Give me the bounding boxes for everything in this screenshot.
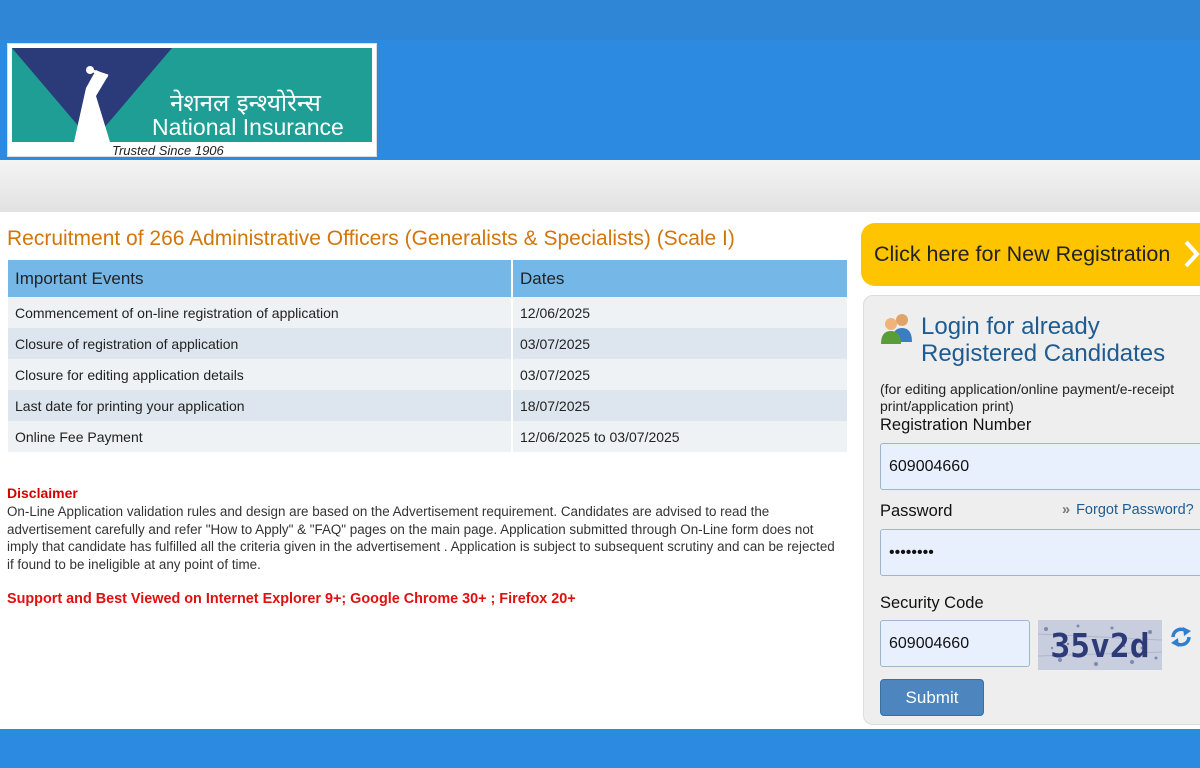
chevron-right-icon [1183,239,1200,269]
menu-bar [0,160,1200,212]
logo-english-text: National Insurance [152,114,344,140]
table-row [8,297,848,328]
date-cell: 18/07/2025 [512,390,848,421]
event-cell: Closure for editing application details [8,359,512,390]
table-row [8,421,848,452]
logo[interactable] [7,43,377,157]
logo-tagline: Trusted Since 1906 [112,143,224,158]
users-icon [880,312,914,344]
footer-bar [0,729,1200,768]
disclaimer-heading: Disclaimer [7,485,78,501]
captcha-image [1038,620,1162,670]
column-header-dates: Dates [512,260,848,297]
new-registration-button[interactable] [861,223,1200,286]
event-cell: Last date for printing your application [8,390,512,421]
captcha-text: 35v2d [1050,626,1150,665]
logo-background [12,48,372,142]
security-code-input[interactable] [880,620,1030,667]
submit-button[interactable]: Submit [880,679,984,716]
password-input[interactable] [880,529,1200,576]
logo-hindi-text: नेशनल इन्श्योरेन्स [170,89,321,117]
forgot-password-label: Forgot Password? [1076,502,1194,518]
event-cell: Commencement of on-line registration of application [8,297,512,328]
page-title: Recruitment of 266 Administrative Officers (Generalists & Specialists) (Scale I) [7,227,735,250]
login-note: (for editing application/online payment/e-receipt print/application print) [880,381,1175,414]
date-cell: 12/06/2025 to 03/07/2025 [512,421,848,452]
table-header-row [8,260,848,297]
date-cell: 03/07/2025 [512,328,848,359]
important-events-table [8,260,849,452]
new-registration-label: Click here for New Registration [874,242,1171,266]
table-row [8,328,848,359]
security-code-label: Security Code [880,594,984,612]
event-cell: Closure of registration of application [8,328,512,359]
date-cell: 03/07/2025 [512,359,848,390]
event-cell: Online Fee Payment [8,421,512,452]
date-cell: 12/06/2025 [512,297,848,328]
header [0,40,1200,160]
top-strip [0,0,1200,40]
registration-number-label: Registration Number [880,416,1032,434]
disclaimer-text: On-Line Application validation rules and design are based on the Advertisement requirement. Candidates are advised to read the advertisement carefully and refer "How to Apply" & "FAQ" pages on the main page. Application submitted through On-Line form does not imply that candidate has fulfilled all the criteria given in the advertisement . Application is subject to subsequent scrutiny and can be rejected if found to be ineligible at any point of time. [7,504,835,572]
login-heading: Login for already Registered Candidates [921,313,1166,367]
browser-support-note: Support and Best Viewed on Internet Explorer 9+; Google Chrome 30+ ; Firefox 20+ [7,591,576,607]
table-row [8,359,848,390]
table-row [8,390,848,421]
registration-number-input[interactable] [880,443,1200,490]
refresh-icon[interactable] [1168,624,1194,650]
forgot-password-link[interactable] [1062,502,1194,518]
password-label: Password [880,502,953,520]
double-chevron-icon: » [1062,502,1071,518]
column-header-events: Important Events [8,260,512,297]
